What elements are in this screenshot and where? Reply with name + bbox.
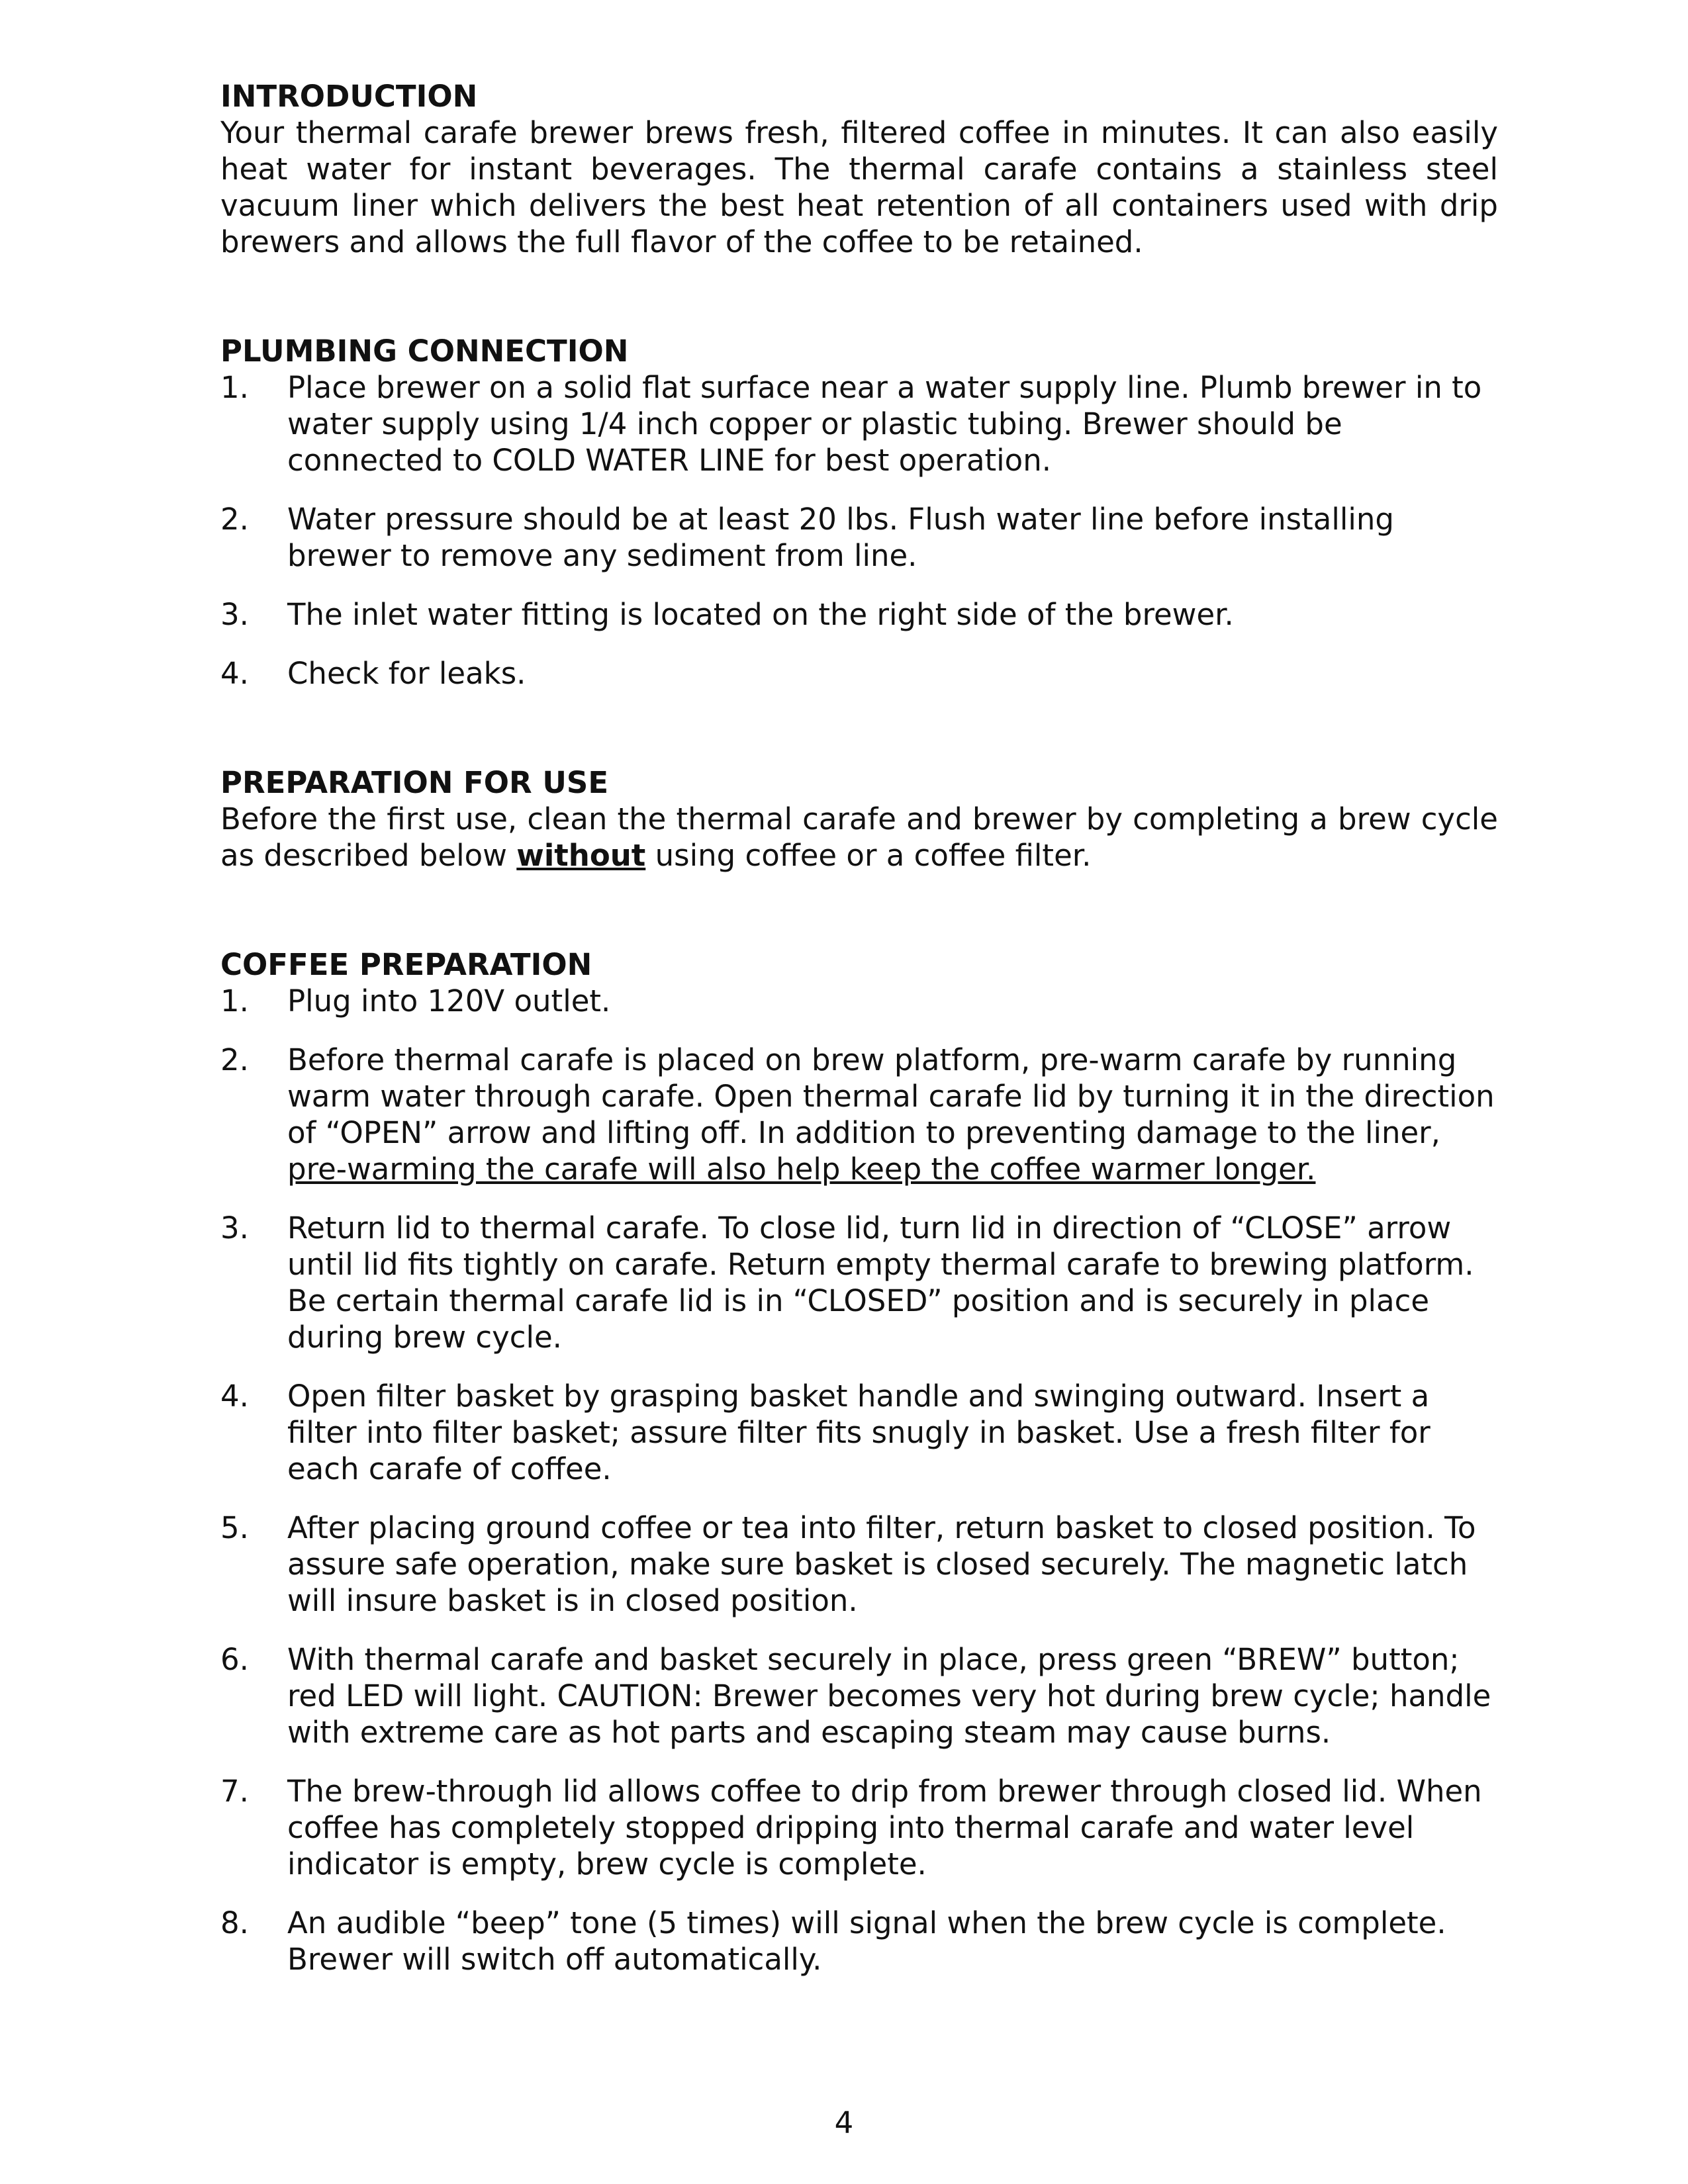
step-number: 7. [220, 1774, 249, 1809]
list-item [220, 983, 1498, 1019]
list-item [220, 1510, 1498, 1619]
plumbing-section [220, 333, 1498, 692]
introduction-heading: INTRODUCTION [220, 79, 478, 114]
preparation-heading: PREPARATION FOR USE [220, 765, 609, 800]
step-text: Return lid to thermal carafe. To close lid, turn lid in direction of “CLOSE” arrow until lid fits tightly on carafe. Return empty thermal carafe to brewing platform. Be certain thermal carafe lid is in “CLOSED” position and is securely in place during brew cycle. [287, 1210, 1474, 1355]
step-number: 6. [220, 1642, 249, 1677]
step-text: Plug into 120V outlet. [287, 983, 611, 1019]
step-number: 3. [220, 1210, 249, 1246]
introduction-text: Your thermal carafe brewer brews fresh, filtered coffee in minutes. It can also easily heat water for instant beverages. The thermal carafe contains a stainless steel vacuum liner which delivers the best heat retention of all containers used with drip brewers and allows the full flavor of the coffee to be retained. [220, 115, 1498, 259]
plumbing-steps [220, 369, 1498, 692]
coffee-heading: COFFEE PREPARATION [220, 947, 592, 982]
step-text: After placing ground coffee or tea into filter, return basket to closed position. To assure safe operation, make sure basket is closed securely. The magnetic latch will insure basket is in closed position. [287, 1510, 1476, 1618]
list-item [220, 1905, 1498, 1978]
preparation-text-before: Before the first use, clean the thermal carafe and brewer by completing a brew cycle as described below [220, 801, 1498, 873]
list-item [220, 1210, 1498, 1355]
step-text: The inlet water fitting is located on the right side of the brewer. [287, 597, 1234, 632]
introduction-section [220, 78, 1498, 260]
step-text: Check for leaks. [287, 656, 526, 691]
step-number: 5. [220, 1510, 249, 1545]
step-number: 2. [220, 502, 249, 537]
page-number: 4 [834, 2105, 854, 2140]
list-item [220, 1042, 1498, 1187]
step-text: Open filter basket by grasping basket handle and swinging outward. Insert a filter into filter basket; assure filter fits snugly in basket. Use a fresh filter for each carafe of coffee. [287, 1379, 1430, 1486]
coffee-section [220, 946, 1498, 1978]
list-item [220, 501, 1498, 574]
preparation-section [220, 764, 1498, 874]
document-page [220, 78, 1498, 1978]
coffee-steps [220, 983, 1498, 1978]
list-item [220, 596, 1498, 633]
step-number: 3. [220, 597, 249, 632]
step-number: 1. [220, 983, 249, 1019]
list-item [220, 1641, 1498, 1751]
plumbing-heading: PLUMBING CONNECTION [220, 334, 629, 369]
list-item [220, 1378, 1498, 1487]
preparation-emphasis: without [516, 838, 646, 873]
step-text: An audible “beep” tone (5 times) will signal when the brew cycle is complete. Brewer will switch off automatically. [287, 1905, 1446, 1977]
preparation-text-after: using coffee or a coffee filter. [645, 838, 1092, 873]
preparation-text [220, 801, 1498, 874]
list-item [220, 369, 1498, 478]
list-item [220, 655, 1498, 692]
step-text: The brew-through lid allows coffee to drip from brewer through closed lid. When coffee has completely stopped dripping into thermal carafe and water level indicator is empty, brew cycle is complete. [287, 1774, 1482, 1882]
step-text: Water pressure should be at least 20 lbs. Flush water line before installing brewer to remove any sediment from line. [287, 502, 1394, 573]
step-number: 4. [220, 1379, 249, 1414]
step-text: Before thermal carafe is placed on brew platform, pre-warm carafe by running warm water through carafe. Open thermal carafe lid by turning it in the direction of “OPEN” arrow and lifting off. In addition to preventing damage to the liner, [287, 1042, 1495, 1150]
list-item [220, 1773, 1498, 1882]
step-number: 1. [220, 370, 249, 405]
step-number: 8. [220, 1905, 249, 1940]
step-text: Place brewer on a solid flat surface near a water supply line. Plumb brewer in to water supply using 1/4 inch copper or plastic tubing. Brewer should be connected to COLD WATER LINE for best operation. [287, 370, 1482, 478]
step-underlined-text: pre-warming the carafe will also help keep the coffee warmer longer. [287, 1152, 1316, 1187]
step-text: With thermal carafe and basket securely in place, press green “BREW” button; red LED will light. CAUTION: Brewer becomes very hot during brew cycle; handle with extreme care as hot parts and escaping steam may cause burns. [287, 1642, 1491, 1750]
step-number: 2. [220, 1042, 249, 1077]
step-number: 4. [220, 656, 249, 691]
